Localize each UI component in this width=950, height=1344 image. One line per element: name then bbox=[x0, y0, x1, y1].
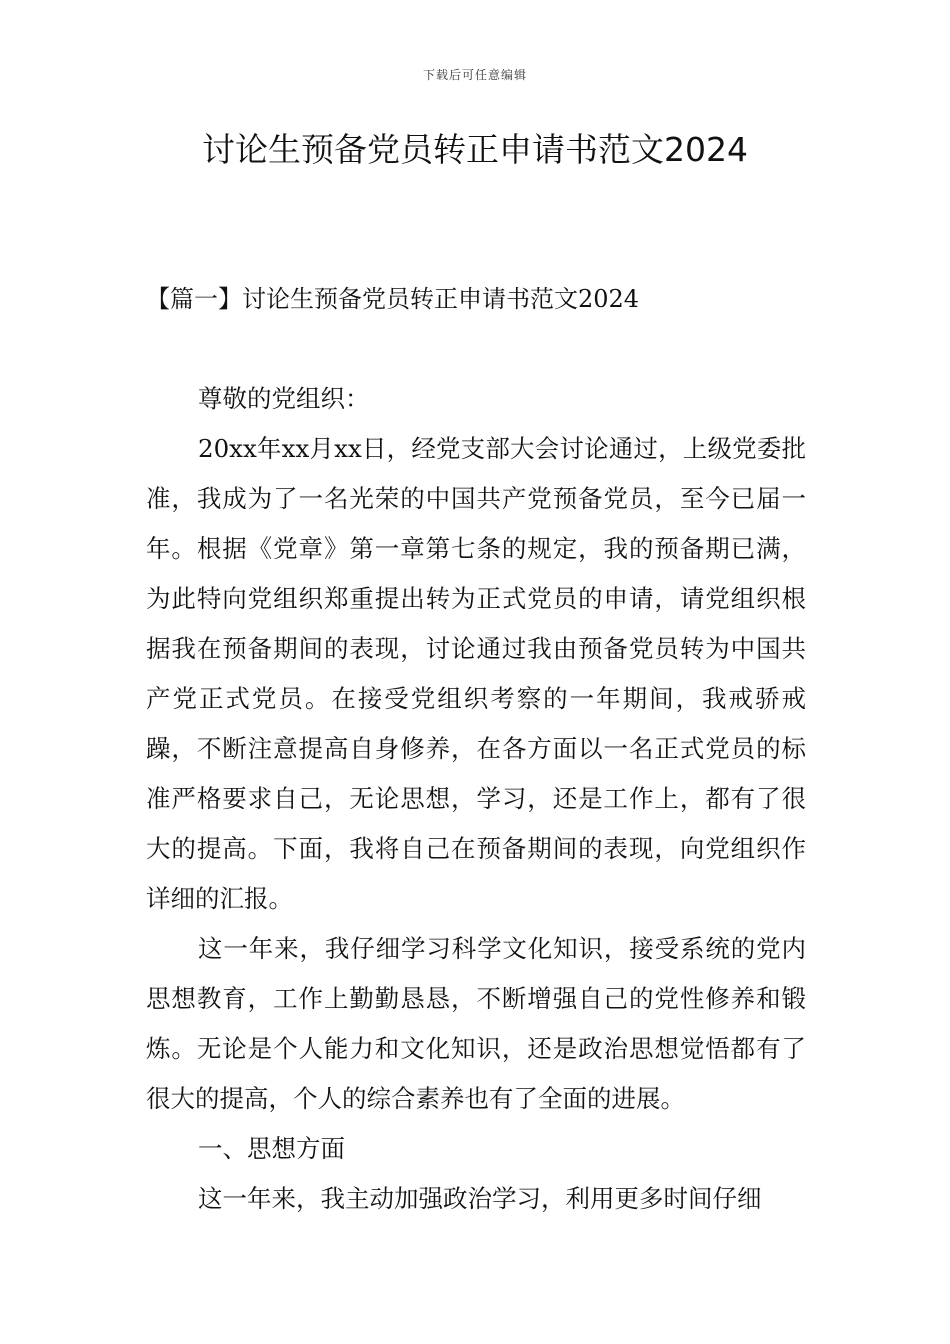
salutation: 尊敬的党组织： bbox=[198, 384, 370, 413]
paragraph-1: 20xx年xx月xx日，经党支部大会讨论通过，上级党委批准，我成为了一名光荣的中国共产党预备党员，至今已届一年。根据《党章》第一章第七条的规定，我的预备期已满，为此特向党组织郑重提出转为正式党员的申请，请党组织根据我在预备期间的表现，讨论通过我由预备党员转为中国共产党正式党员。在接受党组织考察的一年期间，我戒骄戒躁，不断注意提高自身修养，在各方面以一名正式党员的标准严格要求自己，无论思想，学习，还是工作上，都有了很大的提高。下面，我将自己在预备期间的表现，向党组织作详细的汇报。 bbox=[146, 434, 806, 913]
document-title: 讨论生预备党员转正申请书范文2024 bbox=[202, 130, 748, 169]
subheading-thought: 一、思想方面 bbox=[198, 1134, 345, 1163]
paragraph-2: 这一年来，我仔细学习科学文化知识，接受系统的党内思想教育，工作上勤勤恳恳，不断增强自己的党性修养和锻炼。无论是个人能力和文化知识，还是政治思想觉悟都有了很大的提高，个人的综合素养也有了全面的进展。 bbox=[146, 934, 806, 1113]
section-title: 【篇一】讨论生预备党员转正申请书范文2024 bbox=[146, 285, 640, 313]
paragraph-3: 这一年来，我主动加强政治学习，利用更多时间仔细 bbox=[198, 1184, 762, 1213]
header-note: 下载后可任意编辑 bbox=[422, 68, 527, 82]
